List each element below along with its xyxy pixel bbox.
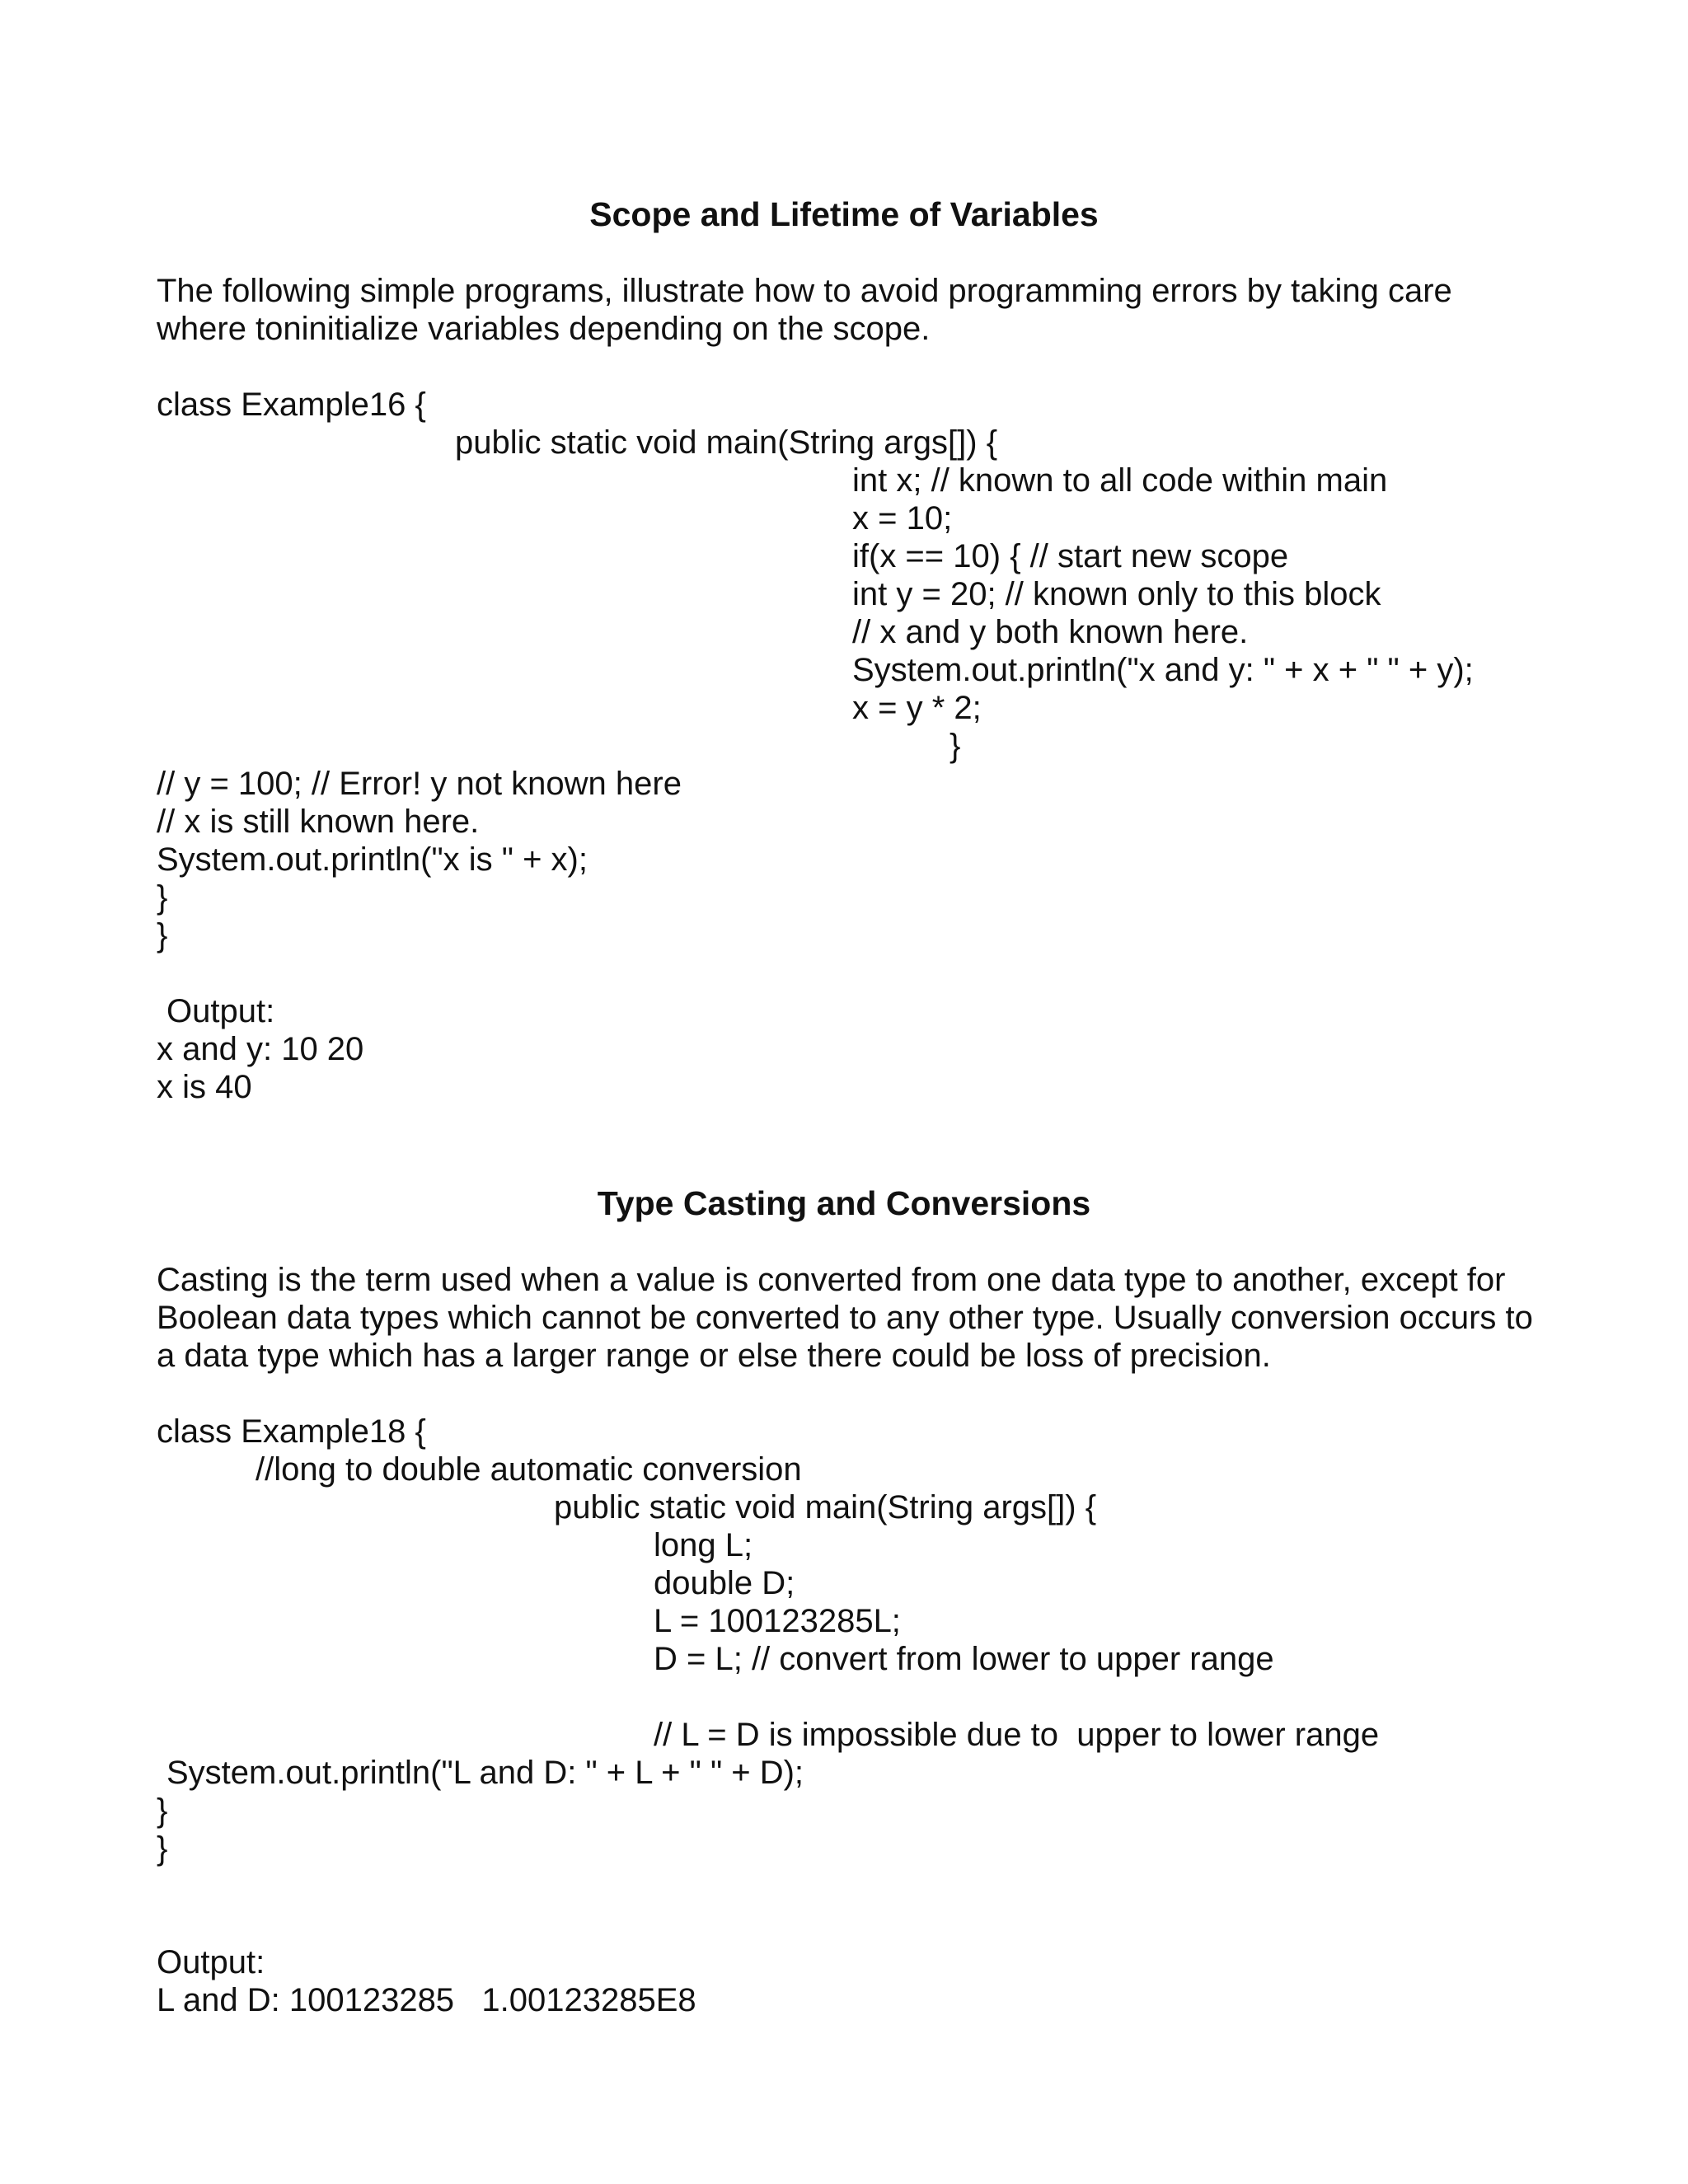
code-line: int y = 20; // known only to this block (852, 576, 1381, 612)
code-line: } (950, 728, 961, 764)
code-line: x = 10; (852, 500, 953, 537)
code-line: public static void main(String args[]) { (455, 424, 998, 461)
scope-intro-paragraph: The following simple programs, illustrate how to avoid programming errors by taking care where toninitialize variables depending on the scope. (157, 273, 1452, 347)
output-label-example16: Output: (166, 993, 275, 1029)
code-line: System.out.println("x and y: " + x + " " + y); (852, 652, 1474, 688)
code-line: System.out.println("x is " + x); (157, 841, 588, 878)
code-line: // y = 100; // Error! y not known here (157, 766, 682, 802)
code-line: // x and y both known here. (852, 614, 1249, 650)
output-line: x is 40 (157, 1069, 252, 1105)
code-line: // L = D is impossible due to upper to lower range (654, 1717, 1380, 1753)
code-line: //long to double automatic conversion (256, 1451, 802, 1488)
code-line: System.out.println("L and D: " + L + " " + D); (166, 1755, 804, 1791)
code-line: public static void main(String args[]) { (554, 1489, 1097, 1526)
code-line: long L; (654, 1527, 753, 1563)
code-line: } (157, 1793, 168, 1829)
code-line: if(x == 10) { // start new scope (852, 538, 1289, 574)
section-title-scope: Scope and Lifetime of Variables (589, 195, 1099, 233)
output-label-example18: Output: (157, 1944, 265, 1980)
output-line: L and D: 100123285 1.00123285E8 (157, 1982, 696, 2018)
code-line: } (157, 917, 168, 954)
casting-intro-paragraph: Casting is the term used when a value is converted from one data type to another, except for Boolean data types which cannot be converted to any other type. Usually conversion occurs to a data type which has a larger range or else there could be loss of precision. (157, 1262, 1533, 1374)
code-line: class Example18 { (157, 1413, 426, 1450)
code-line: class Example16 { (157, 387, 426, 423)
code-line: } (157, 1830, 168, 1867)
section-title-casting: Type Casting and Conversions (597, 1184, 1091, 1222)
code-line: // x is still known here. (157, 804, 480, 840)
code-line: x = y * 2; (852, 690, 982, 726)
code-line: } (157, 879, 168, 916)
code-line: L = 100123285L; (654, 1603, 901, 1639)
code-line: double D; (654, 1565, 795, 1601)
output-line: x and y: 10 20 (157, 1031, 364, 1067)
code-line: int x; // known to all code within main (852, 462, 1388, 499)
code-line: D = L; // convert from lower to upper range (654, 1641, 1274, 1677)
